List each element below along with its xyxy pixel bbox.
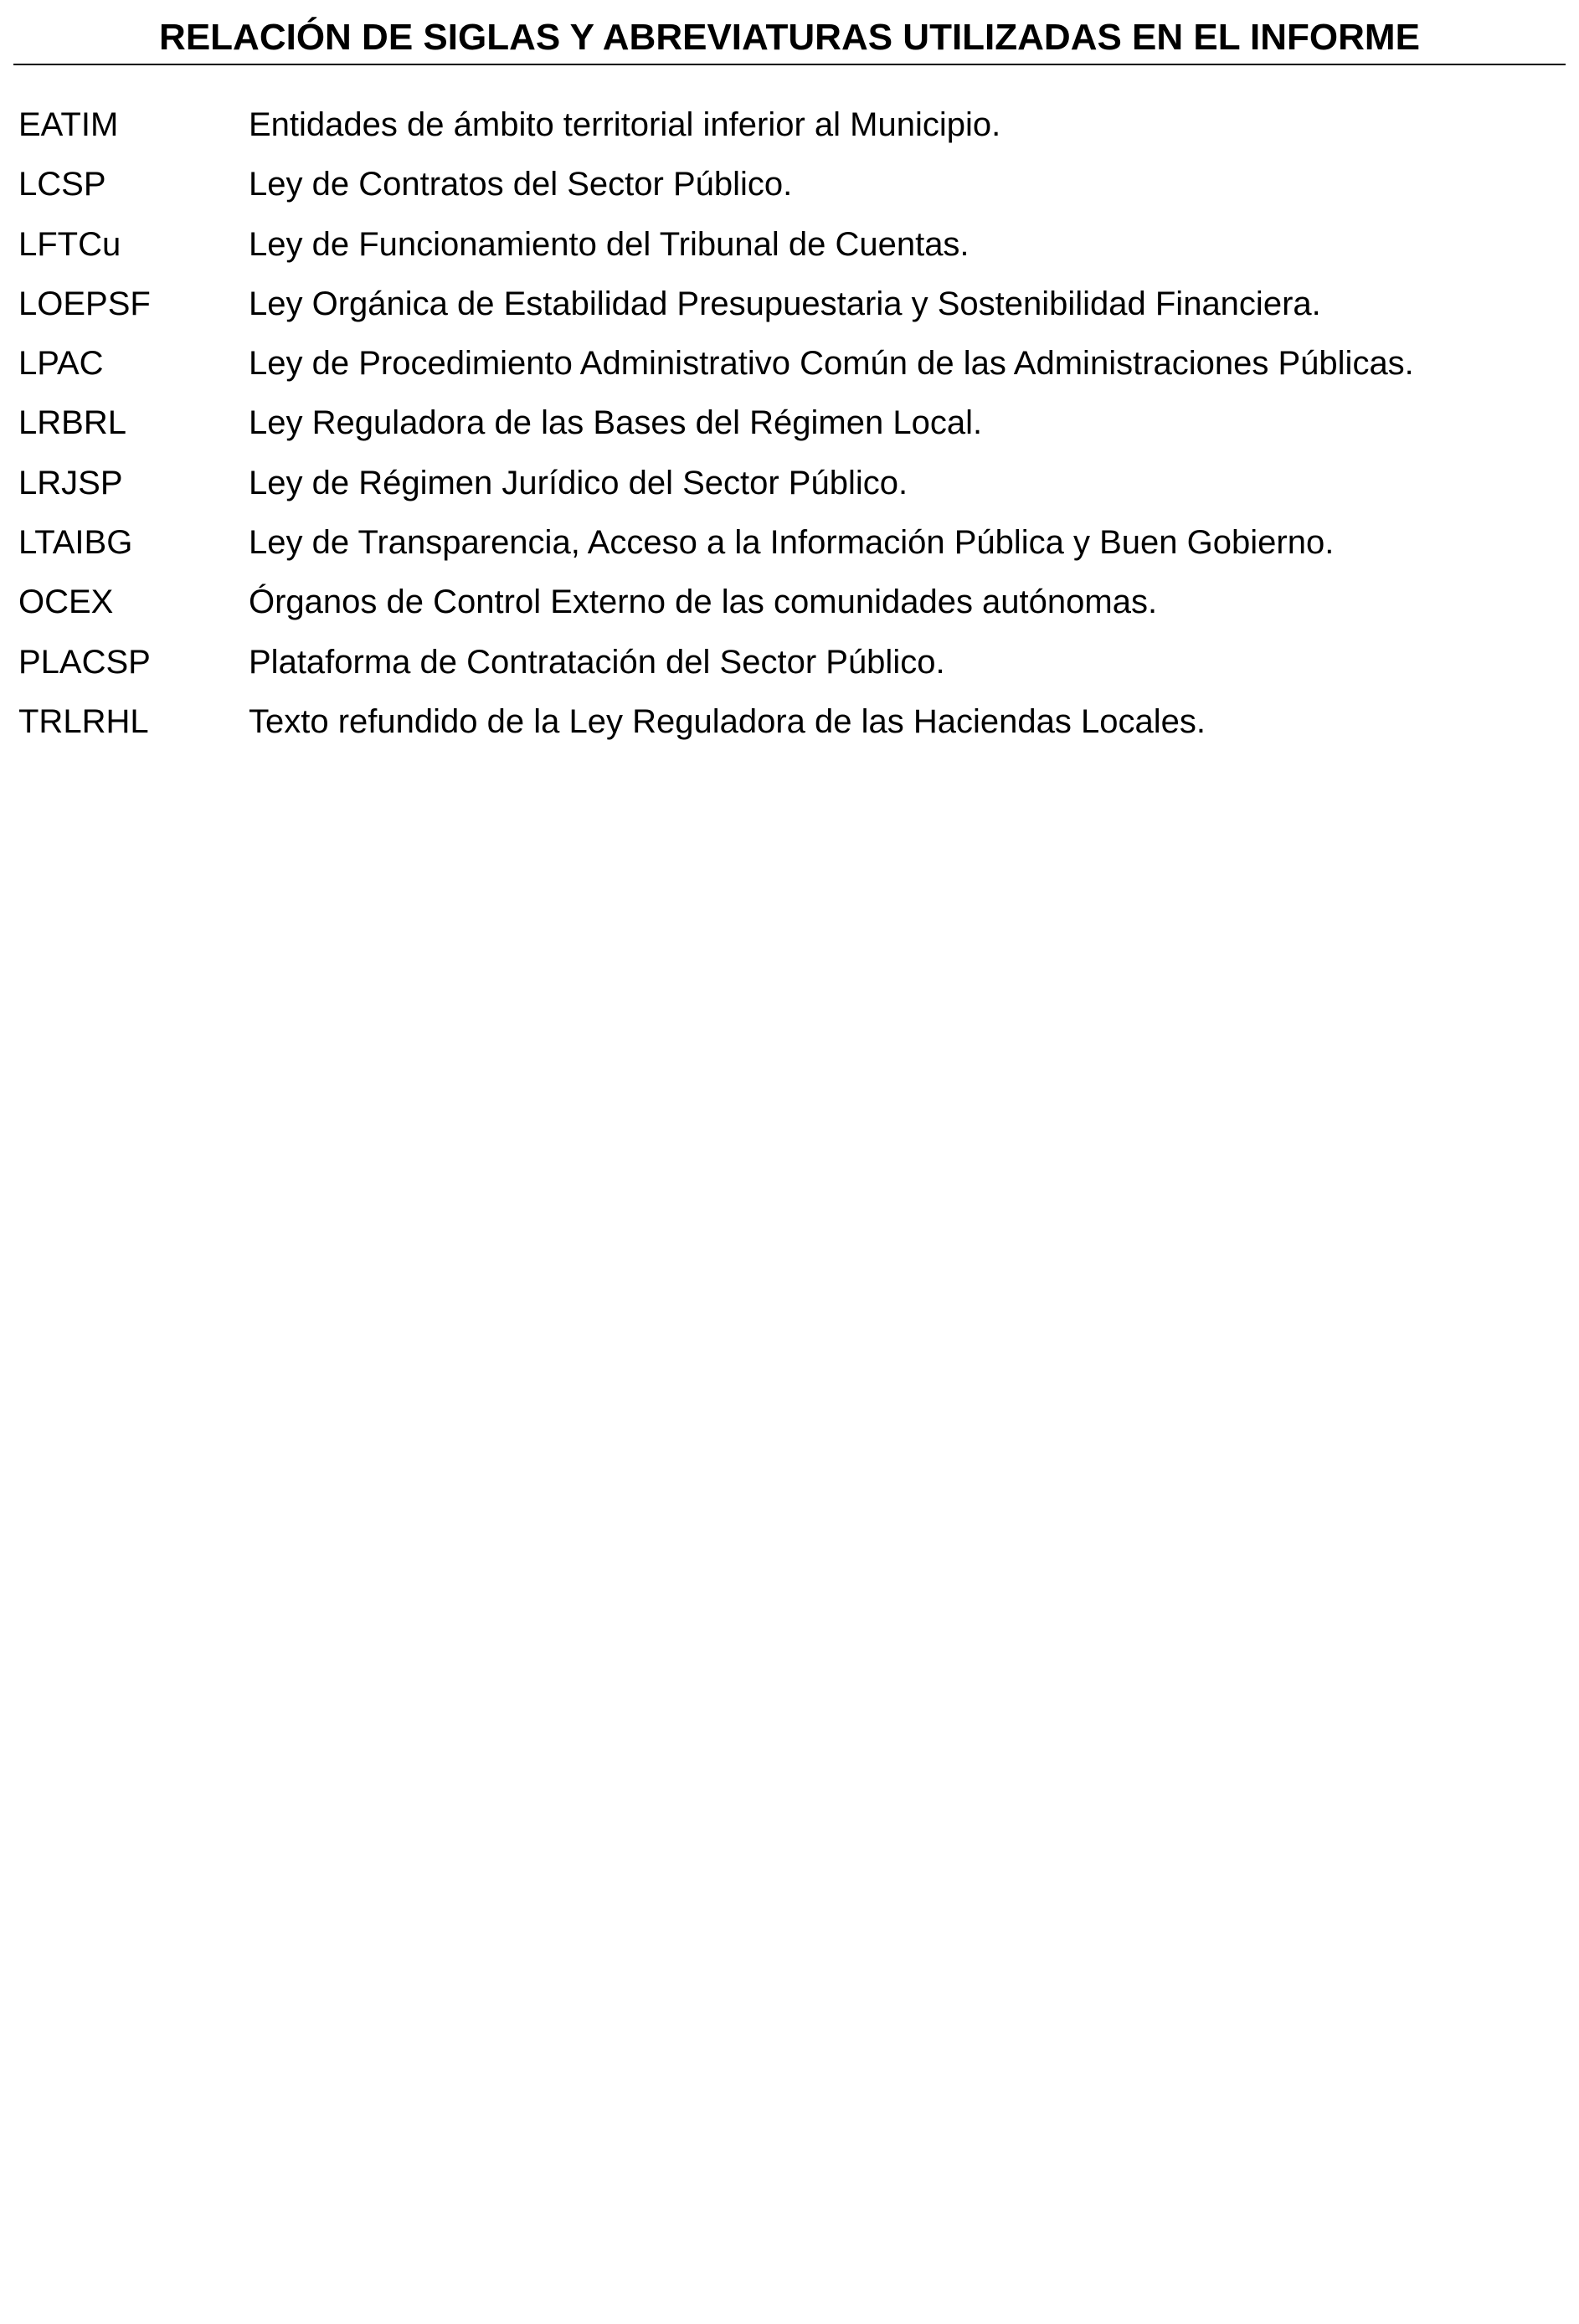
abbreviation-description: Ley Orgánica de Estabilidad Presupuestaria y Sostenibilidad Financiera. bbox=[249, 285, 1321, 322]
list-item bbox=[0, 337, 1579, 397]
page-title: RELACIÓN DE SIGLAS Y ABREVIATURAS UTILIZADAS EN EL INFORME bbox=[159, 17, 1420, 58]
abbreviation: EATIM bbox=[18, 106, 119, 143]
abbreviation-description: Ley de Transparencia, Acceso a la Información Pública y Buen Gobierno. bbox=[249, 524, 1335, 562]
abbreviation: LRBRL bbox=[18, 404, 126, 442]
title-underline bbox=[13, 64, 1566, 65]
abbreviation: TRLRHL bbox=[18, 702, 149, 740]
abbreviation-description: Ley de Funcionamiento del Tribunal de Cuentas. bbox=[249, 225, 970, 263]
list-item bbox=[0, 158, 1579, 218]
abbreviation: LPAC bbox=[18, 345, 104, 383]
list-item bbox=[0, 576, 1579, 635]
abbreviation: OCEX bbox=[18, 584, 114, 621]
abbreviation: LRJSP bbox=[18, 464, 123, 501]
abbreviation-description: Órganos de Control Externo de las comunidades autónomas. bbox=[249, 584, 1158, 621]
abbreviation-description: Ley de Contratos del Sector Público. bbox=[249, 166, 793, 203]
abbreviation-description: Ley Reguladora de las Bases del Régimen Local. bbox=[249, 404, 983, 442]
abbreviation: LTAIBG bbox=[18, 524, 133, 562]
list-item bbox=[0, 278, 1579, 337]
abbreviation: LOEPSF bbox=[18, 285, 151, 322]
abbreviation-description: Entidades de ámbito territorial inferior al Municipio. bbox=[249, 106, 1001, 143]
abbreviation: PLACSP bbox=[18, 643, 151, 681]
list-item bbox=[0, 517, 1579, 576]
abbreviations-list bbox=[0, 99, 1579, 755]
list-item bbox=[0, 457, 1579, 517]
abbreviation: LFTCu bbox=[18, 225, 121, 263]
abbreviation: LCSP bbox=[18, 166, 106, 203]
abbreviation-description: Ley de Procedimiento Administrativo Común de las Administraciones Públicas. bbox=[249, 345, 1414, 383]
abbreviation-description: Ley de Régimen Jurídico del Sector Público. bbox=[249, 464, 908, 501]
list-item bbox=[0, 636, 1579, 696]
list-item bbox=[0, 696, 1579, 755]
abbreviation-description: Plataforma de Contratación del Sector Público. bbox=[249, 643, 945, 681]
list-item bbox=[0, 99, 1579, 158]
list-item bbox=[0, 219, 1579, 278]
list-item bbox=[0, 397, 1579, 456]
abbreviation-description: Texto refundido de la Ley Reguladora de las Haciendas Locales. bbox=[249, 702, 1206, 740]
